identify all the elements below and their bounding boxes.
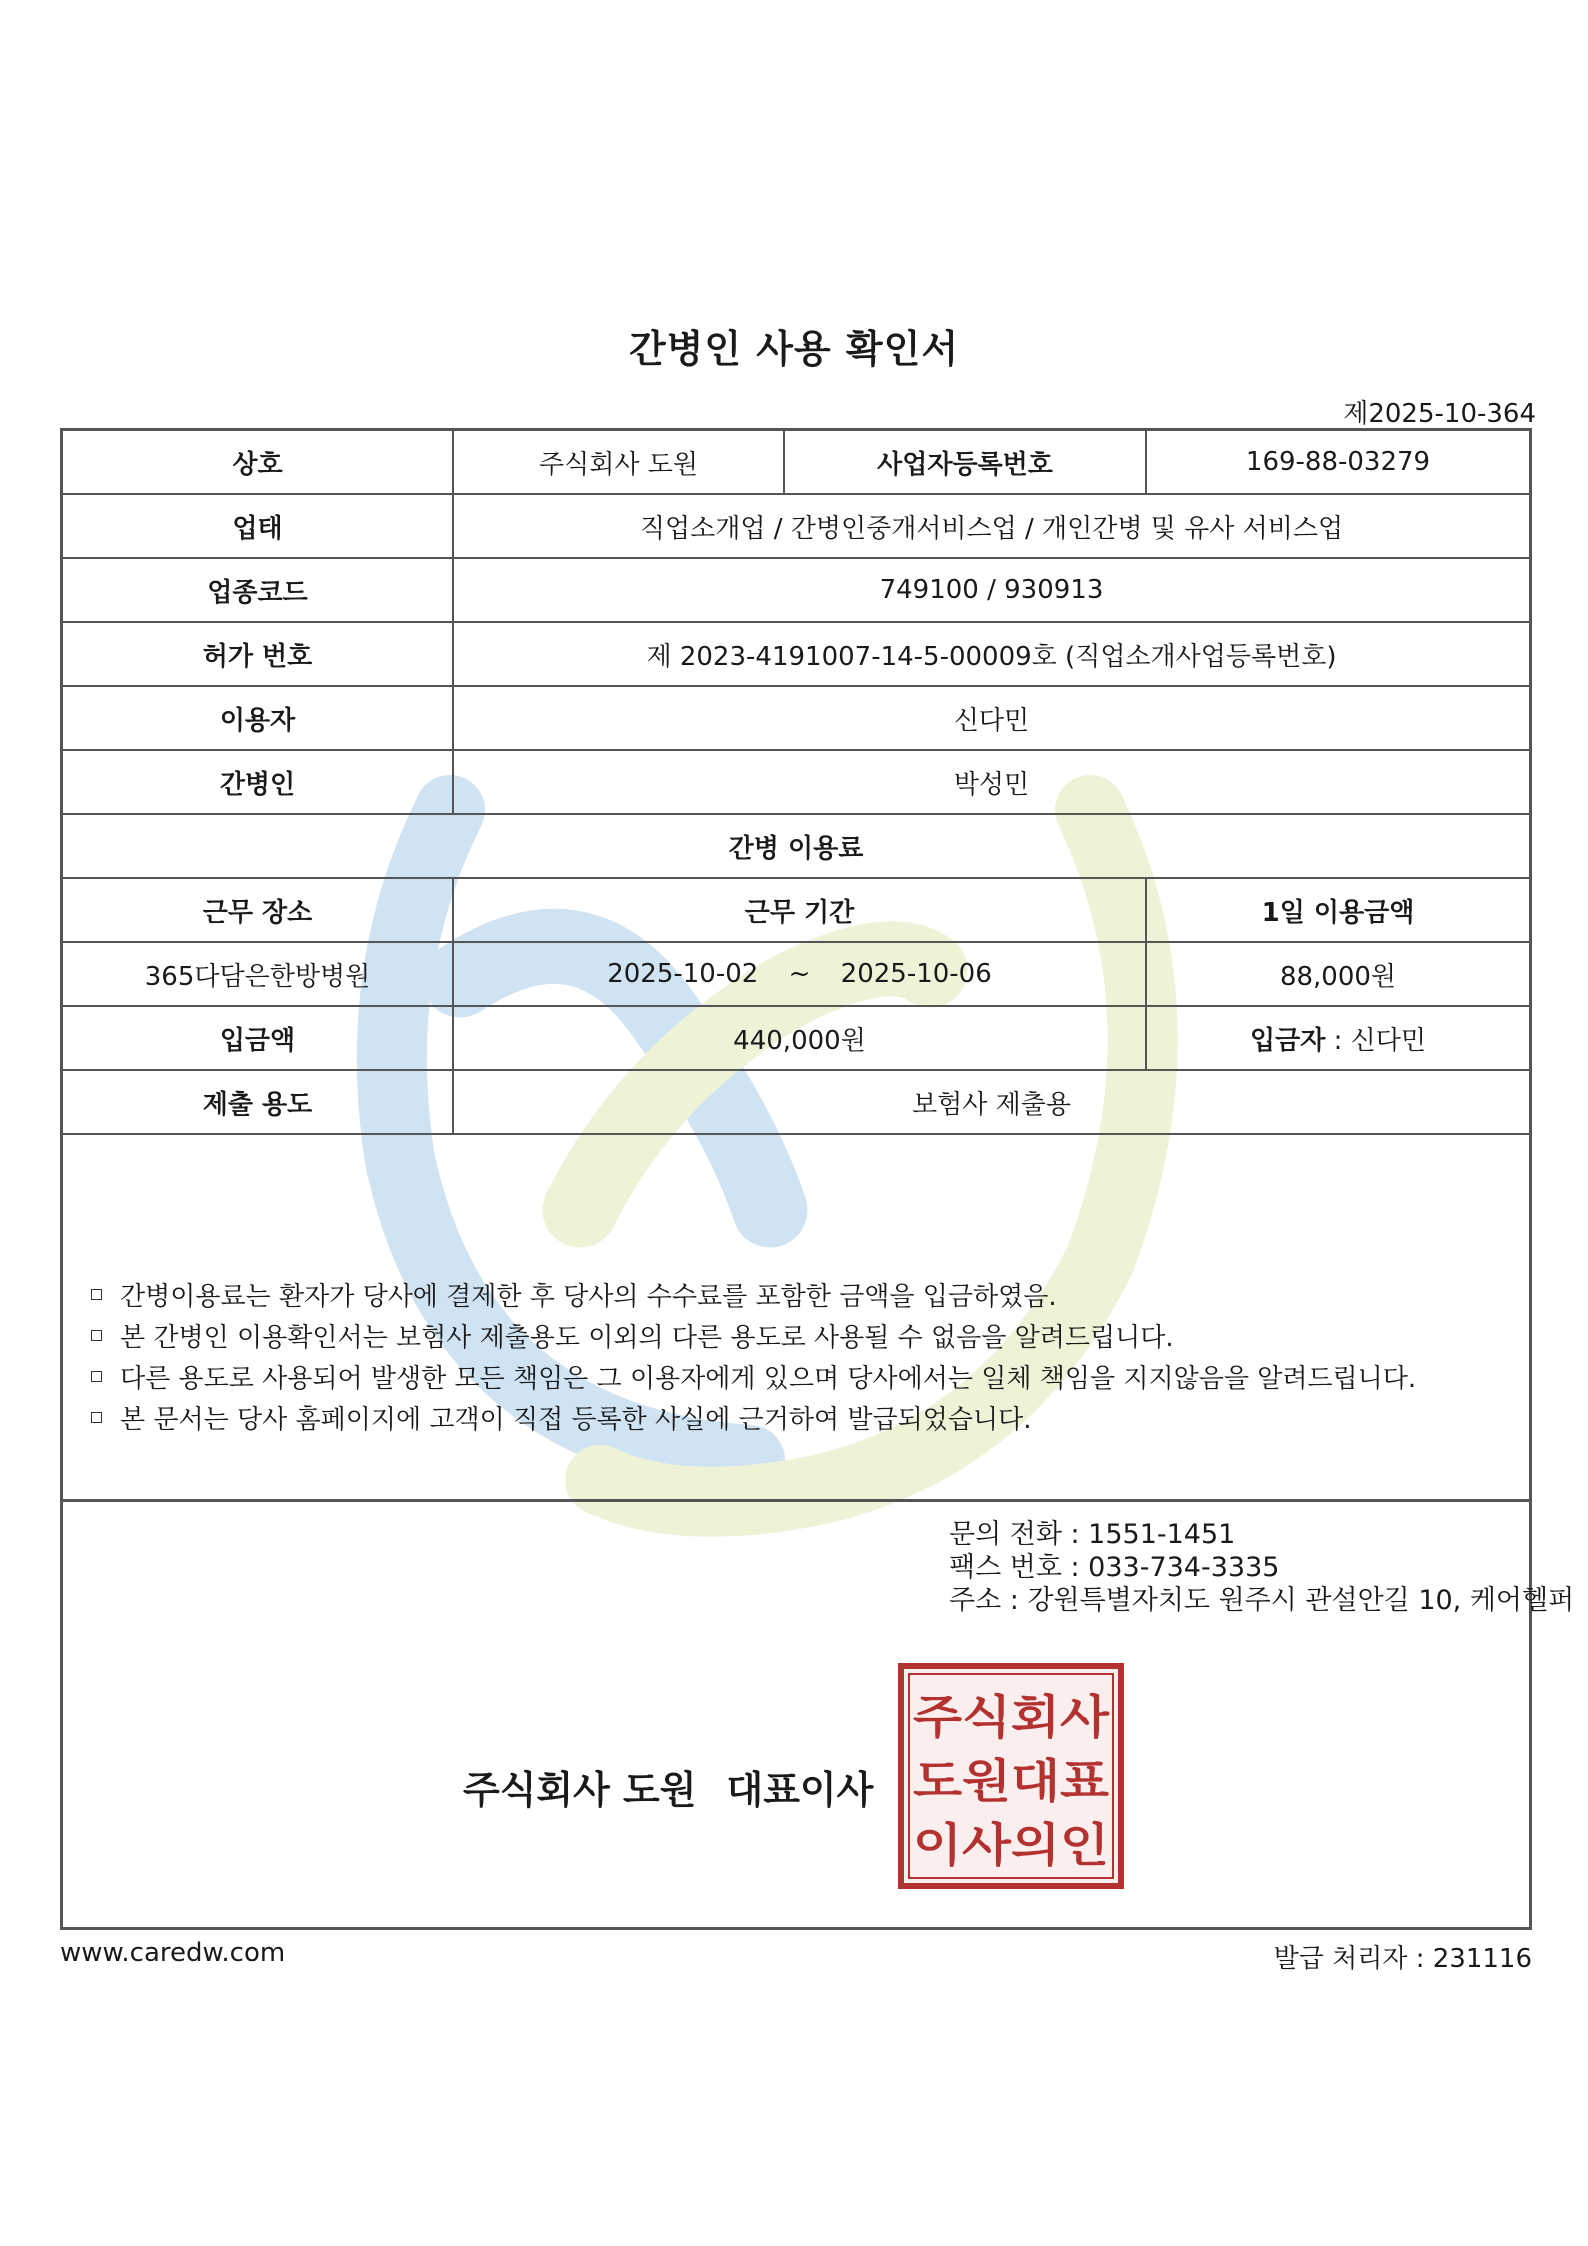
document-frame: [60, 428, 1575, 1930]
depositor-value: 신다민: [1350, 1025, 1426, 1056]
footer-website: www.caredw.com: [60, 1938, 286, 1968]
row-caregiver: [63, 750, 1529, 814]
license-value: 제 2023-4191007-14-5-00009호 (직업소개사업등록번호): [453, 622, 1529, 686]
square-bullet-icon: [91, 1371, 102, 1382]
note-text: 본 문서는 당사 홈페이지에 고객이 직접 등록한 사실에 근거하여 발급되었습니다.: [120, 1405, 1032, 1435]
row-license: [63, 622, 1529, 686]
daily-label: 1일 이용금액: [1146, 878, 1529, 942]
caregiver-value: 박성민: [453, 750, 1529, 814]
place-value: 365다담은한방병원: [63, 942, 453, 1006]
svg-text:도원대표: 도원대표: [913, 1754, 1110, 1808]
contact-address: 주소 : 강원특별자치도 원주시 관설안길 10, 케어헬퍼: [949, 1585, 1575, 1616]
biztype-value: 직업소개업 / 간병인중개서비스업 / 개인간병 및 유사 서비스업: [453, 494, 1529, 558]
company-value: 주식회사 도원: [453, 431, 784, 494]
fee-section-title: 간병 이용료: [63, 814, 1529, 878]
biztype-label: 업태: [63, 494, 453, 558]
footer-issuer: 발급 처리자 : 231116: [1273, 1944, 1532, 1974]
purpose-label: 제출 용도: [63, 1070, 453, 1134]
deposit-value: 440,000원: [453, 1006, 1146, 1070]
row-fee-header: [63, 878, 1529, 942]
bizno-value: 169-88-03279: [1146, 431, 1529, 494]
bizno-label: 사업자등록번호: [784, 431, 1146, 494]
contact-block: [949, 1518, 1574, 1617]
period-label: 근무 기간: [453, 878, 1146, 942]
depositor-cell: [1146, 1006, 1529, 1070]
notes-list: [91, 1277, 1416, 1441]
square-bullet-icon: [91, 1289, 102, 1300]
row-purpose: [63, 1070, 1529, 1134]
deposit-label: 입금액: [63, 1006, 453, 1070]
row-fee-values: [63, 942, 1529, 1006]
period-separator: ~: [788, 959, 811, 989]
svg-text:이사의인: 이사의인: [913, 1818, 1109, 1872]
square-bullet-icon: [91, 1412, 102, 1423]
row-biztype: [63, 494, 1529, 558]
period-value: [453, 942, 1146, 1006]
caregiver-label: 간병인: [63, 750, 453, 814]
user-value: 신다민: [453, 686, 1529, 750]
user-label: 이용자: [63, 686, 453, 750]
company-seal-stamp: [898, 1663, 1124, 1889]
square-bullet-icon: [91, 1330, 102, 1341]
row-fee-section: [63, 814, 1529, 878]
company-label: 상호: [63, 431, 453, 494]
note-text: 본 간병인 이용확인서는 보험사 제출용도 이외의 다른 용도로 사용될 수 없음을 알려드립니다.: [120, 1323, 1174, 1353]
note-item: [91, 1277, 1416, 1318]
period-start: 2025-10-02: [607, 959, 759, 989]
note-text: 다른 용도로 사용되어 발생한 모든 책임은 그 이용자에게 있으며 당사에서는 일체 책임을 지지않음을 알려드립니다.: [120, 1364, 1417, 1394]
info-table: [63, 431, 1529, 1135]
contact-fax: 팩스 번호 : 033-734-3335: [949, 1552, 1280, 1583]
row-code: [63, 558, 1529, 622]
row-company: [63, 431, 1529, 494]
document-title: 간병인 사용 확인서: [628, 327, 960, 371]
note-text: 간병이용료는 환자가 당사에 결제한 후 당사의 수수료를 포함한 금액을 입금하였음.: [120, 1282, 1057, 1312]
signer-company: 주식회사 도원: [463, 1768, 697, 1812]
period-end: 2025-10-06: [840, 959, 992, 989]
depositor-label: 입금자: [1249, 1025, 1326, 1056]
section-divider: [63, 1499, 1529, 1502]
signer-title: 대표이사: [726, 1768, 874, 1812]
note-item: [91, 1359, 1416, 1400]
row-user: [63, 686, 1529, 750]
note-item: [91, 1318, 1416, 1359]
note-item: [91, 1400, 1416, 1441]
license-label: 허가 번호: [63, 622, 453, 686]
row-deposit: [63, 1006, 1529, 1070]
depositor-separator: :: [1325, 1025, 1351, 1056]
code-label: 업종코드: [63, 558, 453, 622]
purpose-value: 보험사 제출용: [453, 1070, 1529, 1134]
place-label: 근무 장소: [63, 878, 453, 942]
document-number: 제2025-10-364: [1343, 399, 1536, 429]
contact-phone: 문의 전화 : 1551-1451: [949, 1519, 1236, 1550]
svg-text:주식회사: 주식회사: [913, 1690, 1110, 1744]
signer: [463, 1759, 873, 1814]
code-value: 749100 / 930913: [453, 558, 1529, 622]
daily-value: 88,000원: [1146, 942, 1529, 1006]
